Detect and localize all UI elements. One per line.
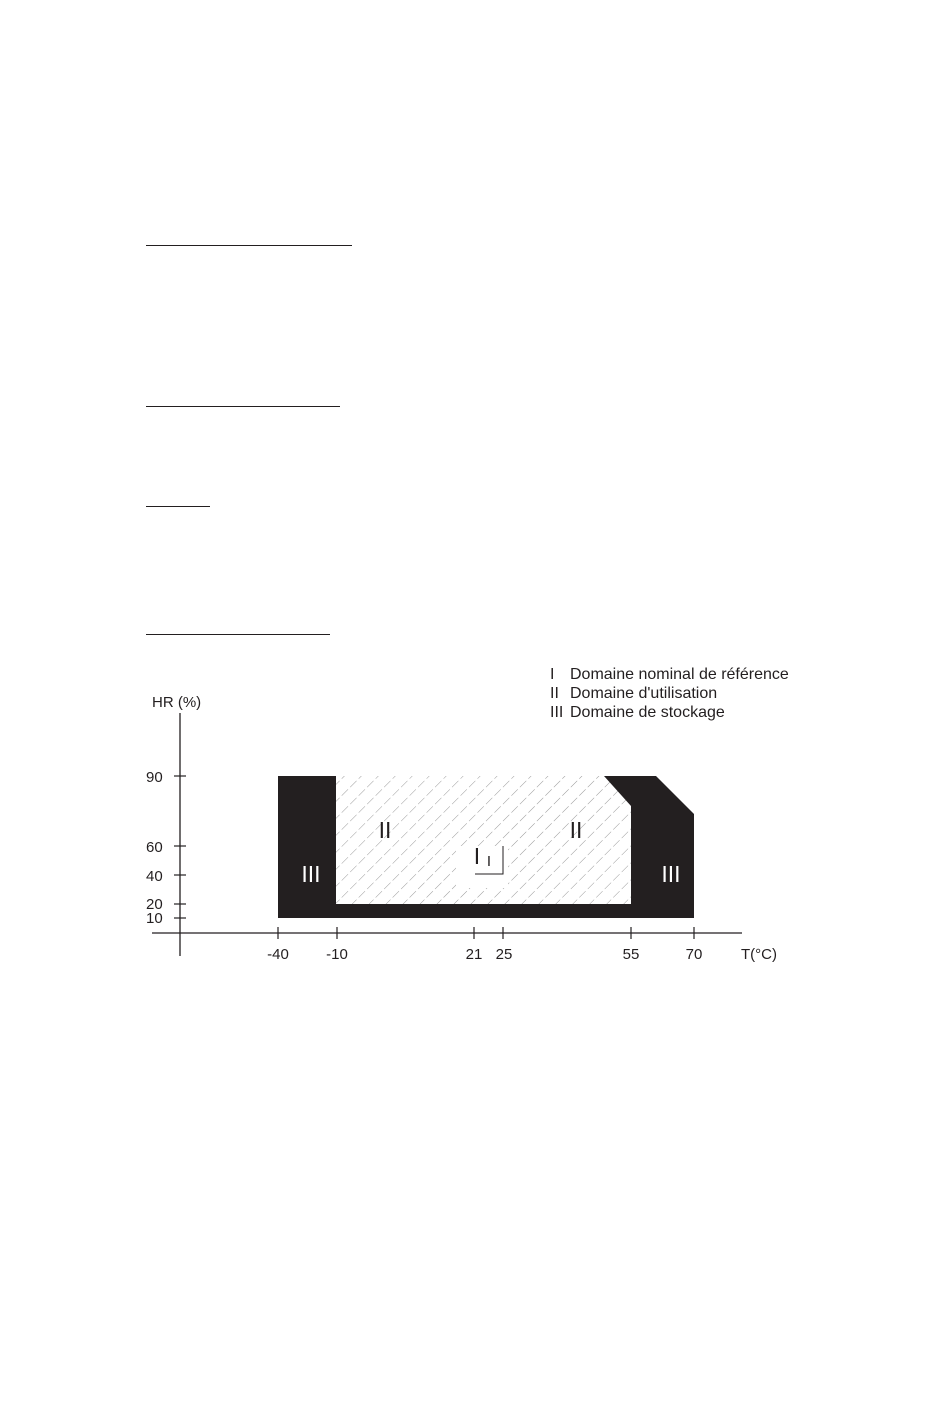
y-tick-label-40: 40 — [146, 868, 163, 885]
x-tick-label-minus10: -10 — [326, 946, 348, 963]
x-tick-label-minus40: -40 — [267, 946, 289, 963]
heading-rule-4 — [146, 634, 330, 635]
zone-label-operating-left: II — [378, 817, 392, 843]
zone-label-storage-left: III — [301, 861, 321, 887]
x-tick-label-55: 55 — [622, 946, 640, 963]
x-tick-label-25: 25 — [495, 946, 513, 963]
climatic-domain-diagram — [0, 650, 950, 980]
nominal-domain-area — [456, 846, 508, 888]
x-axis-label: T(°C) — [741, 946, 777, 963]
heading-rule-3 — [146, 506, 210, 507]
zone-label-nominal-sub: I — [486, 853, 492, 870]
zone-label-nominal: I — [473, 843, 481, 869]
zone-label-operating-right: II — [569, 817, 583, 843]
legend-roman-2: II — [550, 685, 559, 702]
legend-text-1: Domaine nominal de référence — [570, 666, 789, 683]
legend-roman-3: III — [550, 704, 564, 721]
legend-roman-1: I — [550, 666, 555, 683]
legend-text-3: Domaine de stockage — [570, 704, 725, 721]
heading-rule-2 — [146, 406, 340, 407]
zone-label-storage-right: III — [661, 861, 681, 887]
x-tick-label-70: 70 — [685, 946, 703, 963]
y-tick-label-60: 60 — [146, 839, 163, 856]
heading-rule-1 — [146, 245, 352, 246]
x-tick-label-21: 21 — [465, 946, 483, 963]
y-tick-label-20: 20 — [146, 896, 163, 913]
y-tick-label-10: 10 — [146, 910, 163, 927]
legend-text-2: Domaine d'utilisation — [570, 685, 718, 702]
legend — [550, 666, 789, 721]
y-tick-label-90: 90 — [146, 769, 163, 786]
y-axis-label: HR (%) — [152, 694, 202, 711]
